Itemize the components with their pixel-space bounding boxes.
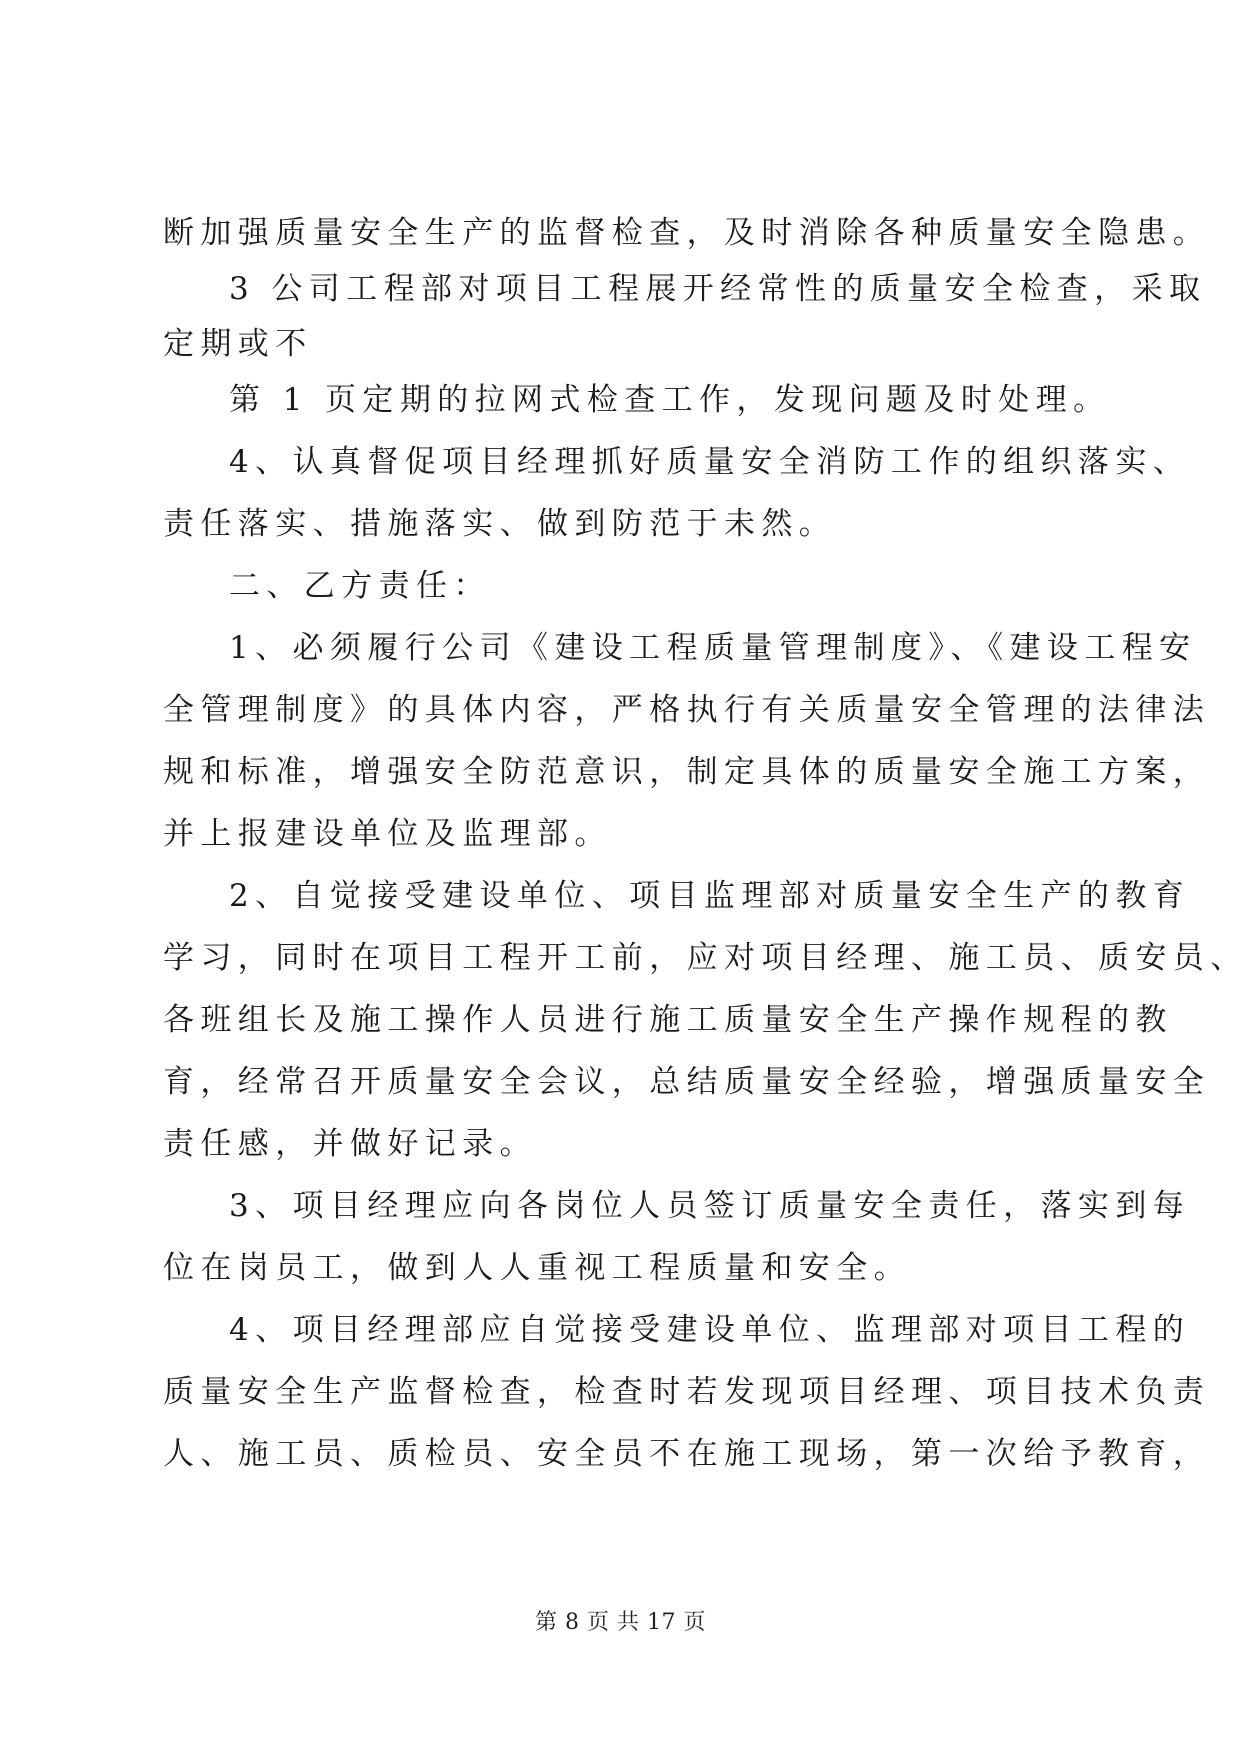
text-line: 4、认真督促项目经理抓好质量安全消防工作的组织落实、 bbox=[229, 444, 1191, 480]
text-line: 定期或不 bbox=[163, 326, 313, 362]
text-line: 2、自觉接受建设单位、项目监理部对质量安全生产的教育 bbox=[229, 878, 1191, 914]
text-line: 3、项目经理应向各岗位人员签订质量安全责任，落实到每 bbox=[229, 1188, 1191, 1224]
text-line: 责任感，并做好记录。 bbox=[163, 1126, 537, 1162]
text-line: 全管理制度》的具体内容，严格执行有关质量安全管理的法律法 bbox=[163, 692, 1211, 728]
text-line: 学习，同时在项目工程开工前，应对项目经理、施工员、质安员、 bbox=[163, 940, 1248, 976]
text-line: 责任落实、措施落实、做到防范于未然。 bbox=[163, 506, 837, 542]
text-line: 规和标准，增强安全防范意识，制定具体的质量安全施工方案， bbox=[163, 754, 1211, 790]
text-line: 3 公司工程部对项目工程展开经常性的质量安全检查，采取 bbox=[229, 271, 1207, 307]
text-line: 并上报建设单位及监理部。 bbox=[163, 816, 612, 852]
text-line: 断加强质量安全生产的监督检查，及时消除各种质量安全隐患。 bbox=[163, 215, 1211, 251]
text-line: 质量安全生产监督检查，检查时若发现项目经理、项目技术负责 bbox=[163, 1374, 1211, 1410]
text-line: 位在岗员工，做到人人重视工程质量和安全。 bbox=[163, 1250, 911, 1286]
page-number-footer: 第 8 页 共 17 页 bbox=[535, 1610, 706, 1635]
section-heading: 二、乙方责任： bbox=[229, 568, 491, 604]
text-line: 人、施工员、质检员、安全员不在施工现场，第一次给予教育， bbox=[163, 1436, 1211, 1472]
text-line: 1、必须履行公司《建设工程质量管理制度》、《建设工程安 bbox=[229, 630, 1197, 666]
text-line: 各班组长及施工操作人员进行施工质量安全生产操作规程的教 bbox=[163, 1002, 1173, 1038]
text-line: 育，经常召开质量安全会议，总结质量安全经验，增强质量安全 bbox=[163, 1064, 1211, 1100]
text-line: 第 1 页定期的拉网式检查工作，发现问题及时处理。 bbox=[229, 382, 1111, 418]
text-line: 4、项目经理部应自觉接受建设单位、监理部对项目工程的 bbox=[229, 1312, 1191, 1348]
